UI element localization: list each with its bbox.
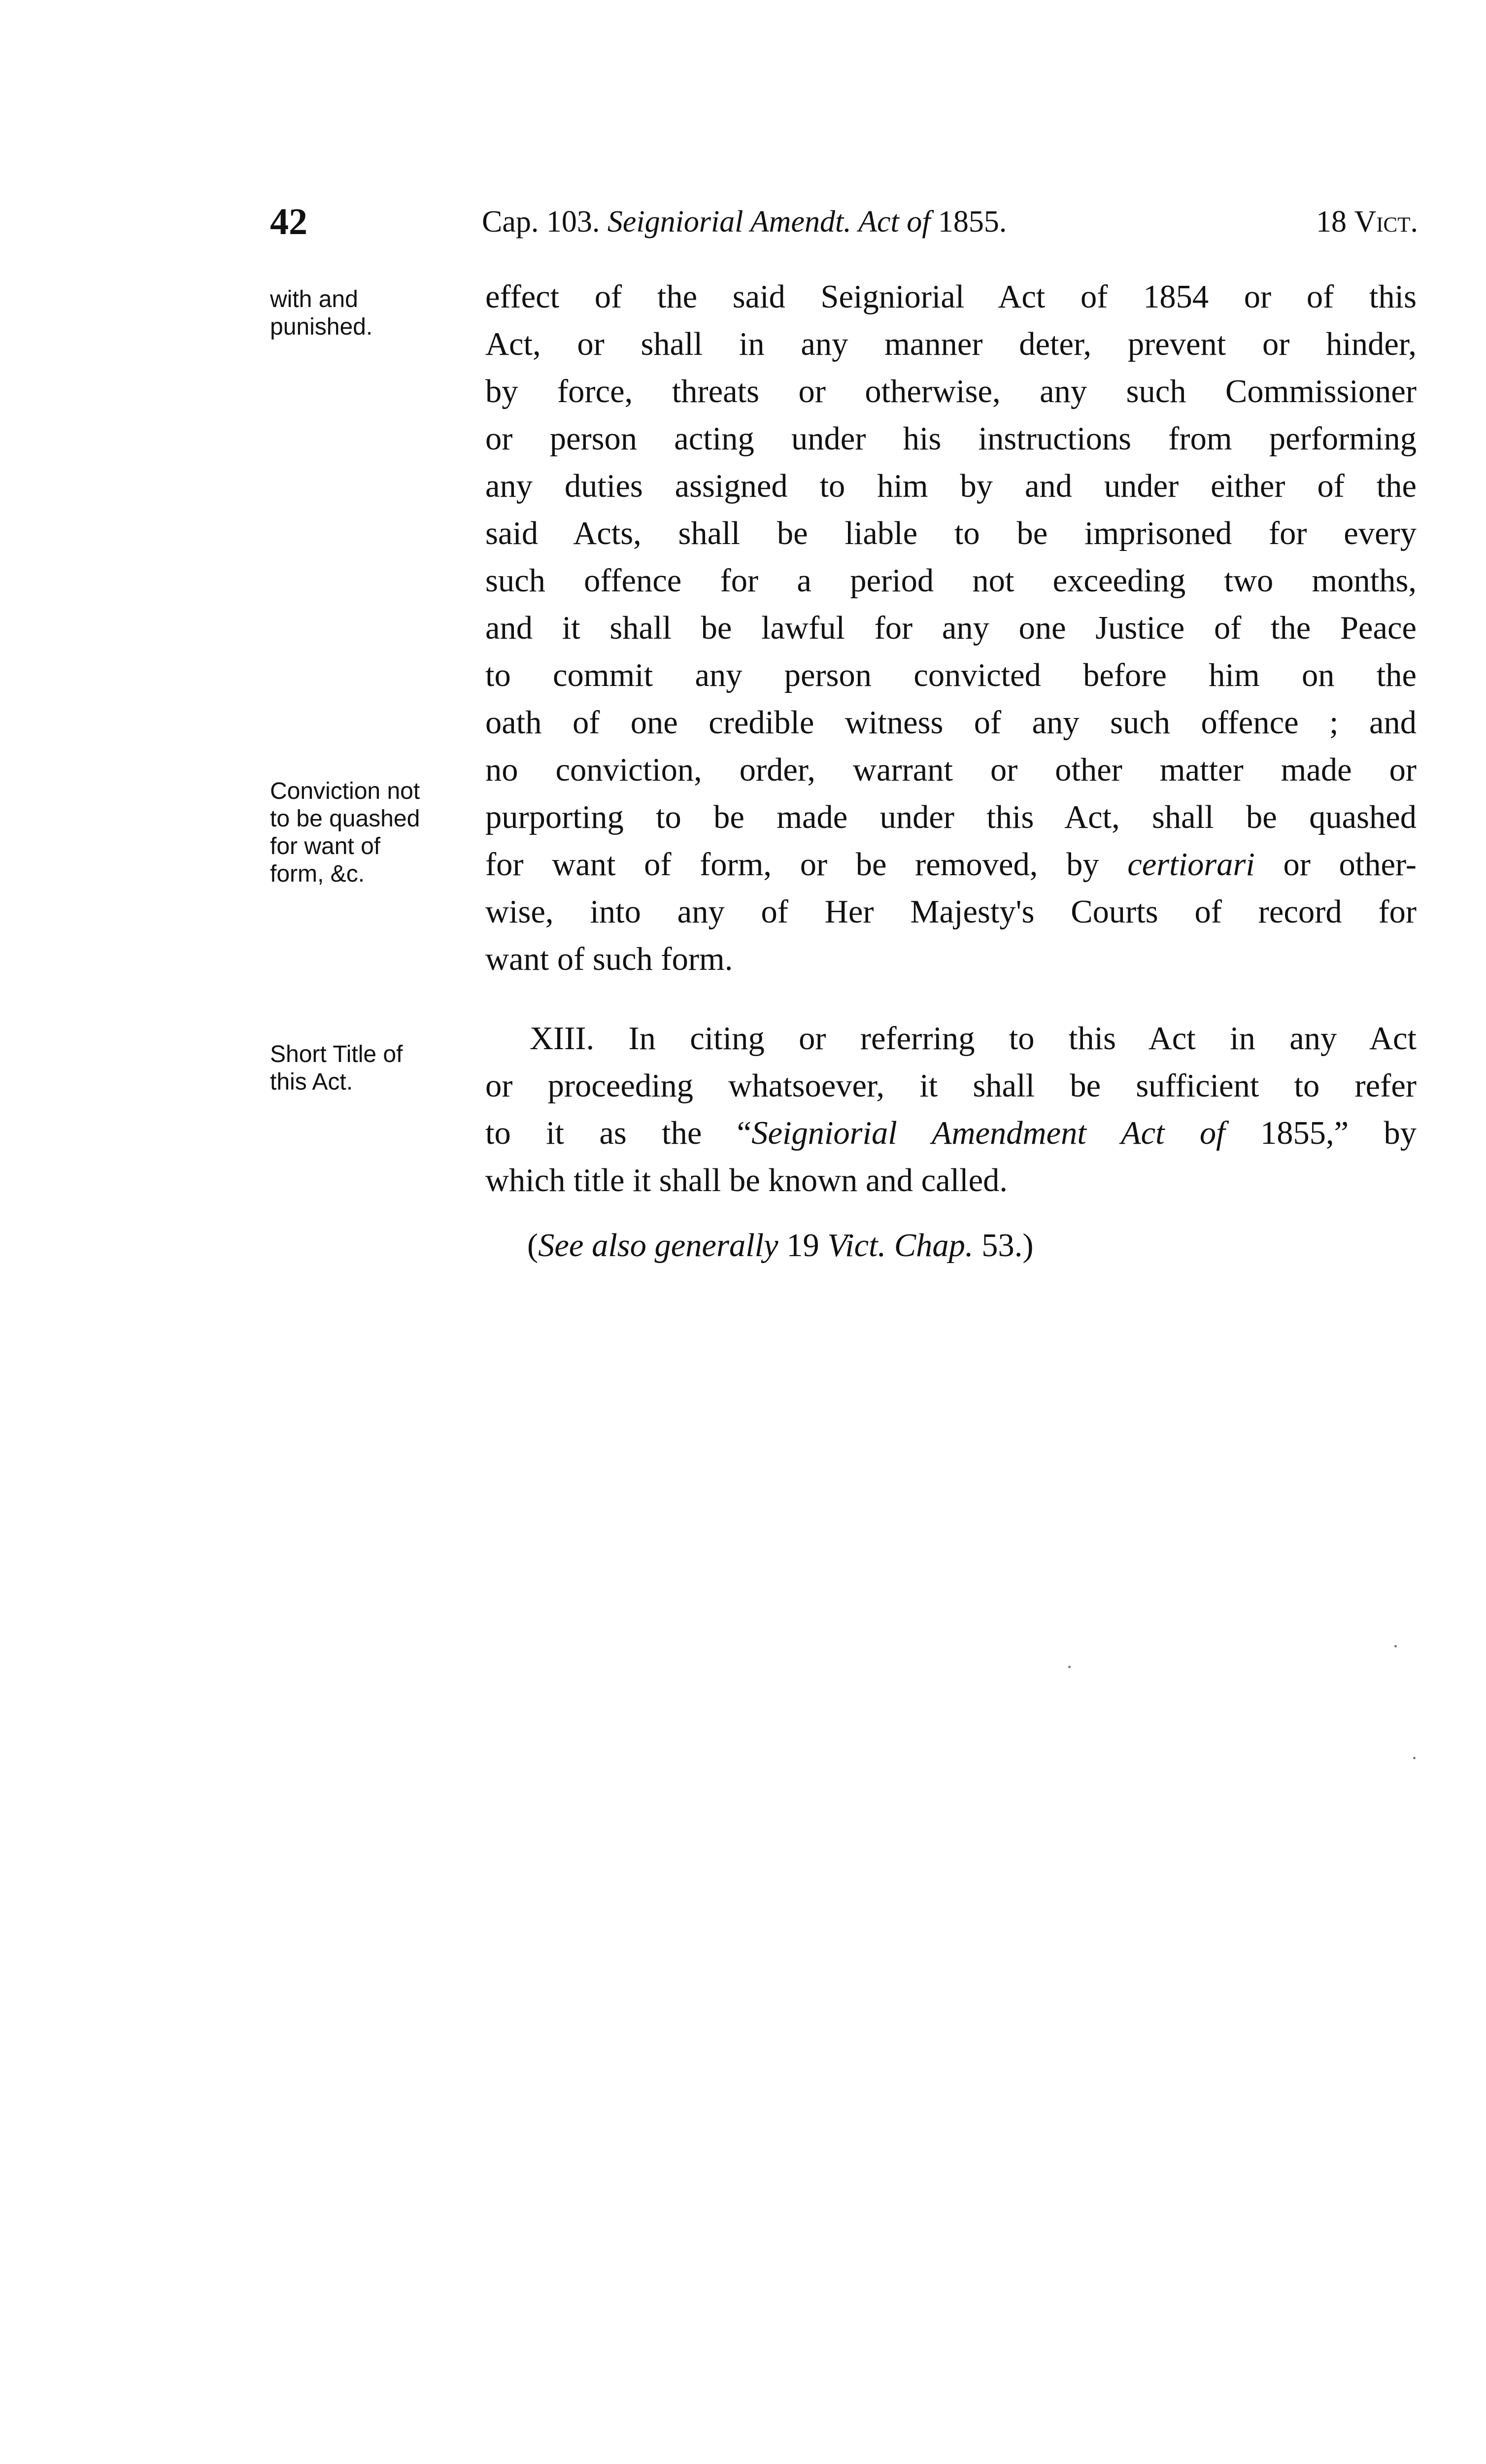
text-line: to commit any person convicted before him on the [485,657,1417,693]
sidenote-line: to be quashed [270,806,420,832]
sidenote-line: form, &c. [270,861,365,887]
scan-speck [1068,1666,1071,1668]
text-line: effect of the said Seigniorial Act of 1854 or of this [485,279,1417,315]
act-short-title: Seigniorial Amendment Act of [751,1115,1225,1151]
text-line: or person acting under his instructions from performing [485,421,1417,457]
text-line: Act, or shall in any manner deter, prevent or hinder, [485,326,1417,362]
chapter-label: Cap. 103. [482,205,600,239]
text-line: purporting to be made under this Act, shall be quashed [485,799,1417,835]
sidenote-line: with and [270,286,358,312]
see-also-note [527,1222,1033,1269]
text-line: oath of one credible witness of any such offence ; and [485,705,1417,741]
text-line: or proceeding whatsoever, it shall be sufficient to refer [485,1068,1417,1104]
sidenote-short-title [270,1041,482,1096]
text-line: no conviction, order, warrant or other matter made or [485,752,1417,788]
sidenote-line: this Act. [270,1069,353,1095]
scan-speck [1394,1645,1397,1647]
text-line: any duties assigned to him by and under either of the [485,468,1417,504]
paragraph-offences [485,274,1417,983]
certiorari-term: certiorari [1127,847,1255,883]
see-also-text: See also generally [538,1228,778,1264]
sidenote-line: Short Title of [270,1041,403,1067]
act-year: 1855. [938,205,1007,239]
text-run: to it as the “ [485,1115,752,1151]
paren-open: ( [527,1228,539,1264]
see-also-close: 53.) [981,1228,1034,1264]
text-line: want of such form. [485,941,733,977]
sidenote-line: Conviction not [270,778,420,804]
text-line [485,1110,1417,1157]
text-line: which title it shall be known and called. [485,1163,1008,1198]
text-line: such offence for a period not exceeding two months, [485,563,1417,599]
page-number: 42 [270,201,307,242]
sidenote-punished [270,286,482,341]
text-line: by force, threats or otherwise, any such Commissioner [485,374,1417,410]
sidenote-line: punished. [270,314,373,340]
running-title [482,195,1007,249]
act-title: Seigniorial Amendt. Act of [607,205,931,239]
scan-speck [1413,1757,1416,1759]
paragraph-short-title [485,1015,1417,1204]
text-run: or other- [1283,847,1417,883]
running-header [270,195,1418,249]
text-line: and it shall be lawful for any one Justice of the Peace [485,610,1417,646]
sidenote-line: for want of [270,833,381,859]
see-also-number: 19 [786,1228,819,1264]
text-run: for want of form, or be removed, by [485,847,1099,883]
text-line: said Acts, shall be liable to be imprisoned for every [485,515,1417,551]
section-heading-line: XIII. In citing or referring to this Act in any Act [530,1021,1417,1057]
session-label [1316,195,1418,249]
see-also-chap: Vict. Chap. [827,1228,974,1264]
session-number: 18 [1316,205,1347,239]
text-run: 1855,” by [1260,1115,1417,1151]
session-word: Vict. [1354,205,1418,239]
text-line [485,841,1417,889]
text-line: wise, into any of Her Majesty's Courts of record for [485,894,1417,930]
sidenote-conviction-not-quashed [270,778,482,888]
